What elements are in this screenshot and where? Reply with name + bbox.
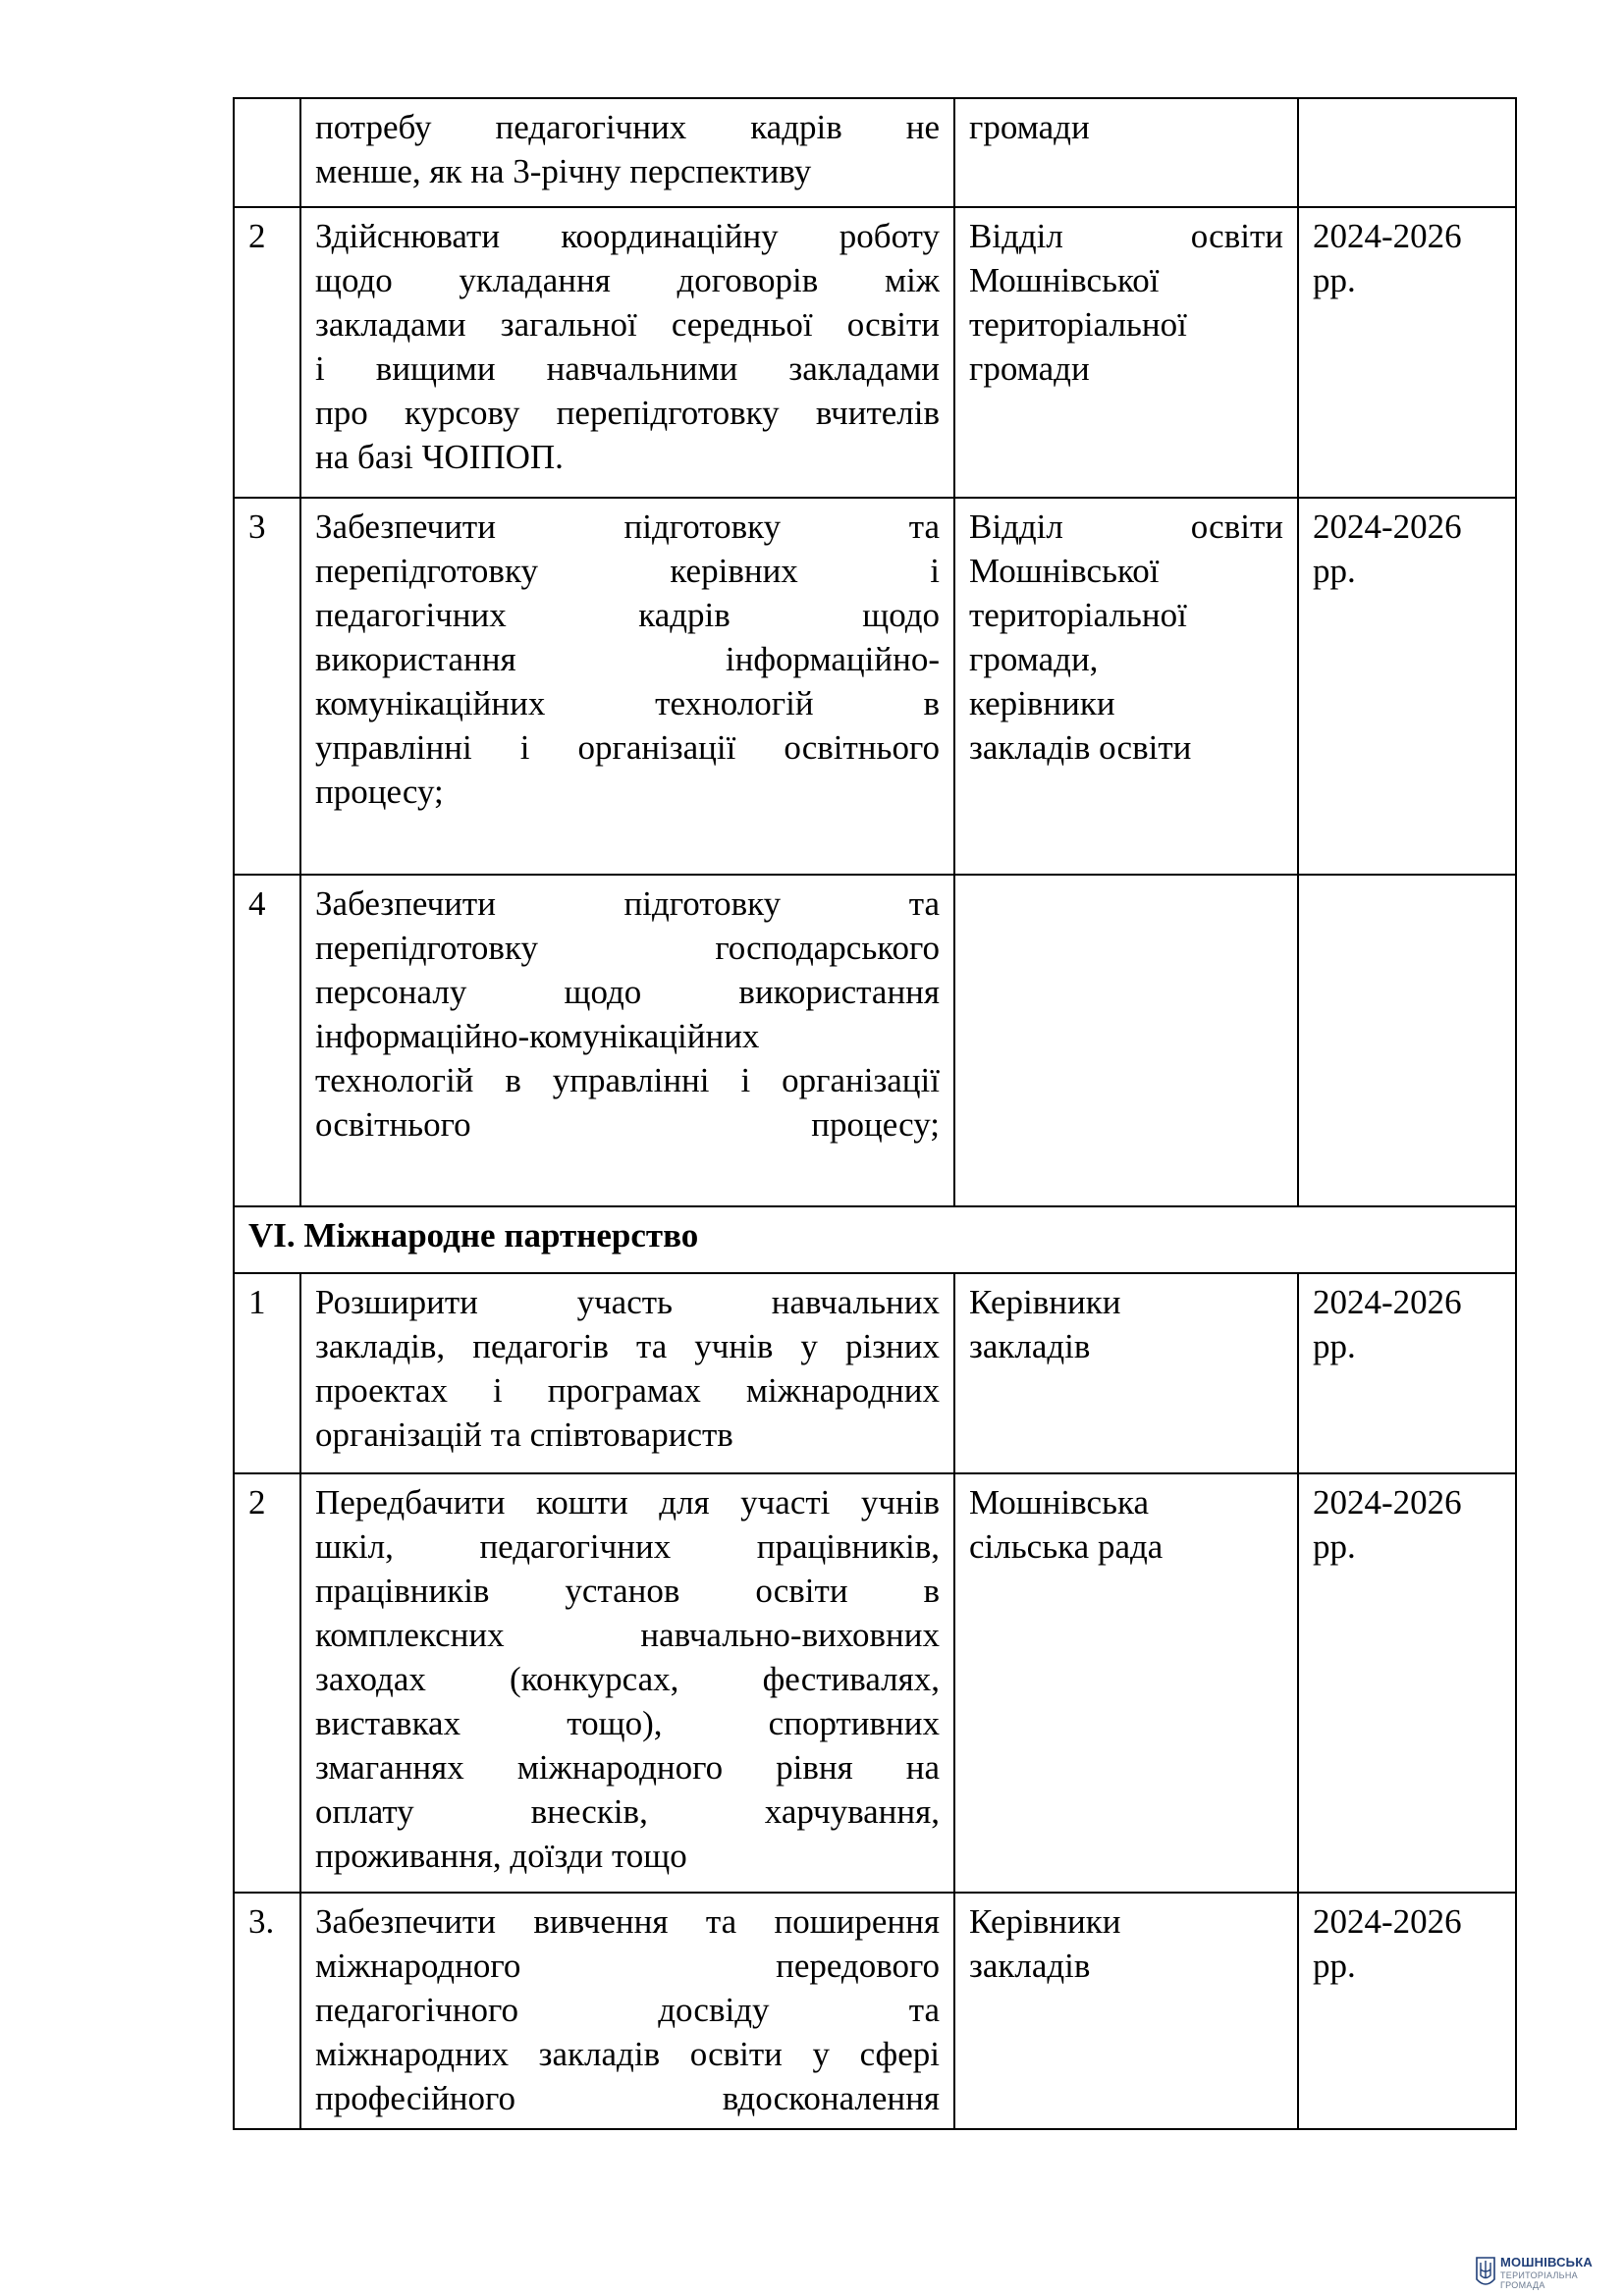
responsible-line: територіальної: [969, 305, 1187, 344]
task-line: комунікаційних технологій в: [315, 684, 940, 722]
logo-line-3: ГРОМАДА: [1500, 2280, 1545, 2290]
task-line: професійного вдосконалення: [315, 2079, 940, 2117]
task-line: Передбачити кошти для участі учнів: [315, 1483, 940, 1522]
task-line: використання інформаційно-: [315, 640, 940, 678]
task-line: Забезпечити підготовку та: [315, 884, 940, 923]
responsible-line: Керівники: [969, 1283, 1121, 1321]
task-line: управлінні і організації освітнього: [315, 728, 940, 767]
responsible-cell: [954, 498, 1298, 875]
task-line: працівників установ освіти в: [315, 1572, 940, 1610]
row-number: 2: [234, 207, 300, 498]
term-cell: 2024-2026 рр.: [1298, 1273, 1516, 1473]
responsible-line: Мошнівської: [969, 261, 1160, 299]
measures-table: [233, 97, 1517, 2130]
term-cell: 2024-2026 рр.: [1298, 498, 1516, 875]
term-cell: [1298, 875, 1516, 1206]
row-number: [234, 98, 300, 207]
task-cell: [300, 875, 954, 1206]
responsible-line: територіальної: [969, 596, 1187, 634]
task-line: і вищими навчальними закладами: [315, 349, 940, 388]
responsible-line: Мошнівська: [969, 1483, 1149, 1522]
task-line: персоналу щодо використання: [315, 973, 940, 1011]
term-cell: [1298, 98, 1516, 207]
row-number: 3: [234, 498, 300, 875]
table-row: [234, 498, 1516, 875]
task-line: менше, як на 3-річну перспективу: [315, 152, 812, 190]
responsible-line: громади,: [969, 640, 1099, 678]
row-number: 4: [234, 875, 300, 1206]
responsible-line: закладів: [969, 1947, 1091, 1985]
term-cell: 2024-2026 рр.: [1298, 207, 1516, 498]
task-cell: [300, 1473, 954, 1893]
task-line: Забезпечити вивчення та поширення: [315, 1902, 940, 1941]
table-row: [234, 875, 1516, 1206]
responsible-line: закладів освіти: [969, 728, 1192, 767]
table-row: [234, 1893, 1516, 2129]
task-line: перепідготовку керівних і: [315, 552, 940, 590]
community-logo: [1475, 2254, 1622, 2293]
task-line: педагогічних кадрів щодо: [315, 596, 940, 634]
task-line: освітнього процесу;: [315, 1105, 940, 1144]
task-line: Забезпечити підготовку та: [315, 507, 940, 546]
row-number: 2: [234, 1473, 300, 1893]
responsible-cell: [954, 1893, 1298, 2129]
table-row: [234, 207, 1516, 498]
task-line: процесу;: [315, 773, 444, 811]
task-line: оплату внесків, харчування,: [315, 1792, 940, 1831]
responsible-line: керівники: [969, 684, 1115, 722]
task-line: щодо укладання договорів між: [315, 261, 940, 299]
responsible-cell: [954, 875, 1298, 1206]
logo-line-1: МОШНІВСЬКА: [1500, 2255, 1593, 2269]
task-line: змаганнях міжнародного рівня на: [315, 1748, 940, 1787]
task-line: організацій та співтовариств: [315, 1415, 733, 1454]
responsible-line: сільська рада: [969, 1527, 1164, 1566]
section-title: VI. Міжнародне партнерство: [234, 1206, 1516, 1273]
table-row: [234, 1473, 1516, 1893]
responsible-line: Відділ освіти: [969, 217, 1283, 255]
task-line: на базі ЧОІПОП.: [315, 438, 564, 476]
task-line: виставках тощо), спортивних: [315, 1704, 940, 1742]
term-cell: 2024-2026 рр.: [1298, 1893, 1516, 2129]
row-number: 3.: [234, 1893, 300, 2129]
responsible-line: Відділ освіти: [969, 507, 1283, 546]
responsible-line: закладів: [969, 1327, 1091, 1365]
task-line: Розширити участь навчальних: [315, 1283, 940, 1321]
responsible-line: Керівники: [969, 1902, 1121, 1941]
task-line: комплексних навчально-виховних: [315, 1616, 940, 1654]
task-line: про курсову перепідготовку вчителів: [315, 394, 940, 432]
responsible-line: громади: [969, 349, 1090, 388]
responsible-cell: [954, 1273, 1298, 1473]
task-line: шкіл, педагогічних працівників,: [315, 1527, 940, 1566]
task-cell: [300, 207, 954, 498]
task-line: міжнародного передового: [315, 1947, 940, 1985]
task-line: Здійснювати координаційну роботу: [315, 217, 940, 255]
responsible-line: Мошнівської: [969, 552, 1160, 590]
section-row: [234, 1206, 1516, 1273]
task-line: заходах (конкурсах, фестивалях,: [315, 1660, 940, 1698]
table-row: [234, 1273, 1516, 1473]
task-line: закладів, педагогів та учнів у різних: [315, 1327, 940, 1365]
row-number: 1: [234, 1273, 300, 1473]
responsible-cell: [954, 207, 1298, 498]
trident-emblem-icon: [1475, 2256, 1496, 2289]
table-row: [234, 98, 1516, 207]
task-line: технологій в управлінні і організації: [315, 1061, 940, 1099]
task-cell: [300, 98, 954, 207]
task-cell: [300, 1893, 954, 2129]
task-line: проживання, доїзди тощо: [315, 1837, 687, 1875]
logo-line-2: ТЕРИТОРІАЛЬНА: [1500, 2270, 1578, 2280]
task-line: інформаційно-комунікаційних: [315, 1017, 760, 1055]
task-line: проектах і програмах міжнародних: [315, 1371, 940, 1410]
task-cell: [300, 498, 954, 875]
task-line: потребу педагогічних кадрів не: [315, 108, 940, 146]
task-line: міжнародних закладів освіти у сфері: [315, 2035, 940, 2073]
task-line: закладами загальної середньої освіти: [315, 305, 940, 344]
task-cell: [300, 1273, 954, 1473]
term-cell: 2024-2026 рр.: [1298, 1473, 1516, 1893]
responsible-line: громади: [969, 108, 1090, 146]
task-line: перепідготовку господарського: [315, 929, 940, 967]
task-line: педагогічного досвіду та: [315, 1991, 940, 2029]
responsible-cell: [954, 1473, 1298, 1893]
responsible-cell: [954, 98, 1298, 207]
